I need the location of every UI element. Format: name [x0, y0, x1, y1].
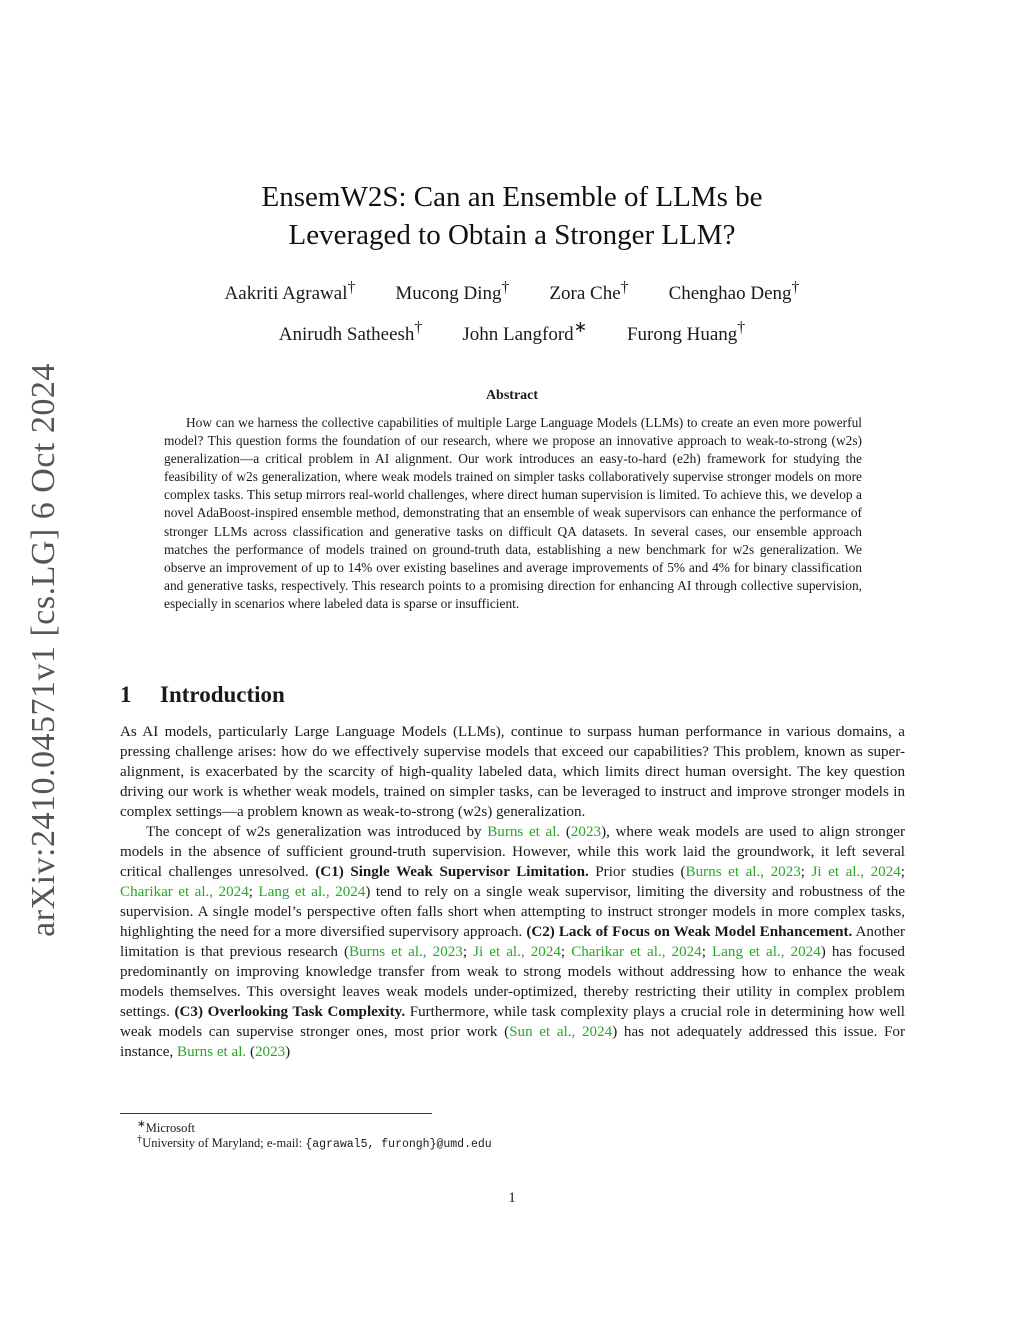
citation-link[interactable]: Burns et al. [487, 824, 561, 840]
author: Mucong Ding† [395, 279, 510, 305]
arxiv-identifier: arXiv:2410.04571v1 [cs.LG] 6 Oct 2024 [25, 363, 62, 937]
arxiv-sidebar-stamp [20, 365, 68, 935]
author: Zora Che† [549, 279, 629, 305]
section-heading [120, 682, 285, 708]
footnote-divider [120, 1113, 432, 1114]
title-line-1: EnsemW2S: Can an Ensemble of LLMs be [261, 181, 763, 213]
abstract-heading: Abstract [485, 388, 539, 403]
author: John Langford∗ [462, 319, 587, 345]
intro-body [120, 722, 905, 1062]
author: Chenghao Deng† [668, 279, 800, 305]
paper-title [150, 178, 874, 254]
citation-link[interactable]: 2023 [254, 1044, 286, 1060]
section-title: Introduction [160, 682, 285, 707]
page-number: 1 [508, 1190, 516, 1206]
citation-link[interactable]: Burns et al., 2023 [349, 944, 463, 960]
challenge-c1-heading: (C1) Single Weak Supervisor Limitation. [315, 864, 589, 880]
citation-link[interactable]: Lang et al., 2024 [712, 944, 821, 960]
intro-paragraph-2: The concept of w2s generalization was introduced by Burns et al. (2023), where weak models are used to align stronger models in the absence of sufficient ground-truth supervision. However, while this work laid the groundwork, it left several critical challenges unresolved. (C1) Single Weak Supervisor Limitation. Prior studies (Burns et al., 2023; Ji et al., 2024; Charikar et al., 2024; Lang et al., 2024) tend to rely on a single weak supervisor, limiting the diversity and robustness of the supervision. A single model’s perspective often falls short when attempting to instruct stronger models in more complex tasks, highlighting the need for a more diversified supervisory approach. (C2) Lack of Focus on Weak Model Enhancement. Another limitation is that previous research (Burns et al., 2023; Ji et al., 2024; Charikar et al., 2024; Lang et al., 2024) has focused predominantly on improving knowledge transfer from weak to strong models without addressing how to enhance the weak models themselves. This oversight leaves weak models under-optimized, thereby restricting their utility in complex problem settings. (C3) Overlooking Task Complexity. Furthermore, while task complexity plays a crucial role in determining how well weak models can supervise stronger ones, most prior work (Sun et al., 2024) has not adequately addressed this issue. For instance, Burns et al. (2023) [120, 824, 906, 1060]
footnote-2: †University of Maryland; e-mail: {agrawal5, furongh}@umd.edu [137, 1134, 492, 1152]
intro-paragraph-1: As AI models, particularly Large Language Models (LLMs), continue to surpass human performance in various domains, a pressing challenge arises: how do we effectively supervise models that exceed our capabilities? This problem, known as super-alignment, is exacerbated by the scarcity of high-quality labeled data, which limits direct human oversight. The key question driving our work is whether weak models, trained on simpler tasks, can be leveraged to instruct and improve stronger models in complex settings—a problem known as weak-to-strong (w2s) generalization. [120, 724, 905, 820]
challenge-c2-heading: (C2) Lack of Focus on Weak Model Enhancement. [526, 924, 853, 940]
author: Aakriti Agrawal† [224, 279, 356, 305]
footnote-1: ∗Microsoft [137, 1119, 196, 1136]
citation-link[interactable]: Charikar et al., 2024 [120, 884, 249, 900]
citation-link[interactable]: Sun et al., 2024 [509, 1024, 613, 1040]
author-row-2 [150, 311, 874, 351]
citation-link[interactable]: Charikar et al., 2024 [571, 944, 702, 960]
author: Anirudh Satheesh† [278, 319, 423, 345]
title-line-2: Leveraged to Obtain a Stronger LLM? [288, 219, 736, 251]
author-row-1 [150, 271, 874, 311]
citation-link[interactable]: Burns et al., 2023 [685, 864, 801, 880]
citation-link[interactable]: Lang et al., 2024 [258, 884, 366, 900]
author-list [150, 271, 874, 352]
challenge-c3-heading: (C3) Overlooking Task Complexity. [174, 1004, 406, 1020]
abstract-text: How can we harness the collective capabilities of multiple Large Language Models (LLMs) to create an even more powerful model? This question forms the foundation of our research, where we propose an innovative approach to weak-to-strong (w2s) generalization—a critical problem in AI alignment. Our work introduces an easy-to-hard (e2h) framework for studying the feasibility of w2s generalization, where weak models trained on simpler tasks collaboratively supervise stronger models on more complex tasks. This setup mirrors real-world challenges, where direct human supervision is limited. To achieve this, we develop a novel AdaBoost-inspired ensemble method, demonstrating that an ensemble of weak supervisors can enhance the performance of stronger LLMs across classification and generative tasks on difficult QA datasets. In several cases, our ensemble approach matches the performance of models trained on ground-truth data, establishing a new benchmark for w2s generalization. We observe an improvement of up to 14% over existing baselines and average improvements of 5% and 4% for binary classification and generative tasks, respectively. This research points to a promising direction for enhancing AI through collective supervision, especially in scenarios where labeled data is sparse or insufficient. [164, 415, 862, 611]
section-number: 1 [120, 682, 132, 707]
citation-link[interactable]: Ji et al., 2024 [473, 944, 561, 960]
citation-link[interactable]: Ji et al., 2024 [811, 864, 901, 880]
email-link[interactable]: {agrawal5, furongh}@umd.edu [305, 1138, 492, 1152]
citation-link[interactable]: 2023 [570, 824, 602, 840]
citation-link[interactable]: Burns et al. [177, 1044, 247, 1060]
author: Furong Huang† [626, 319, 746, 345]
